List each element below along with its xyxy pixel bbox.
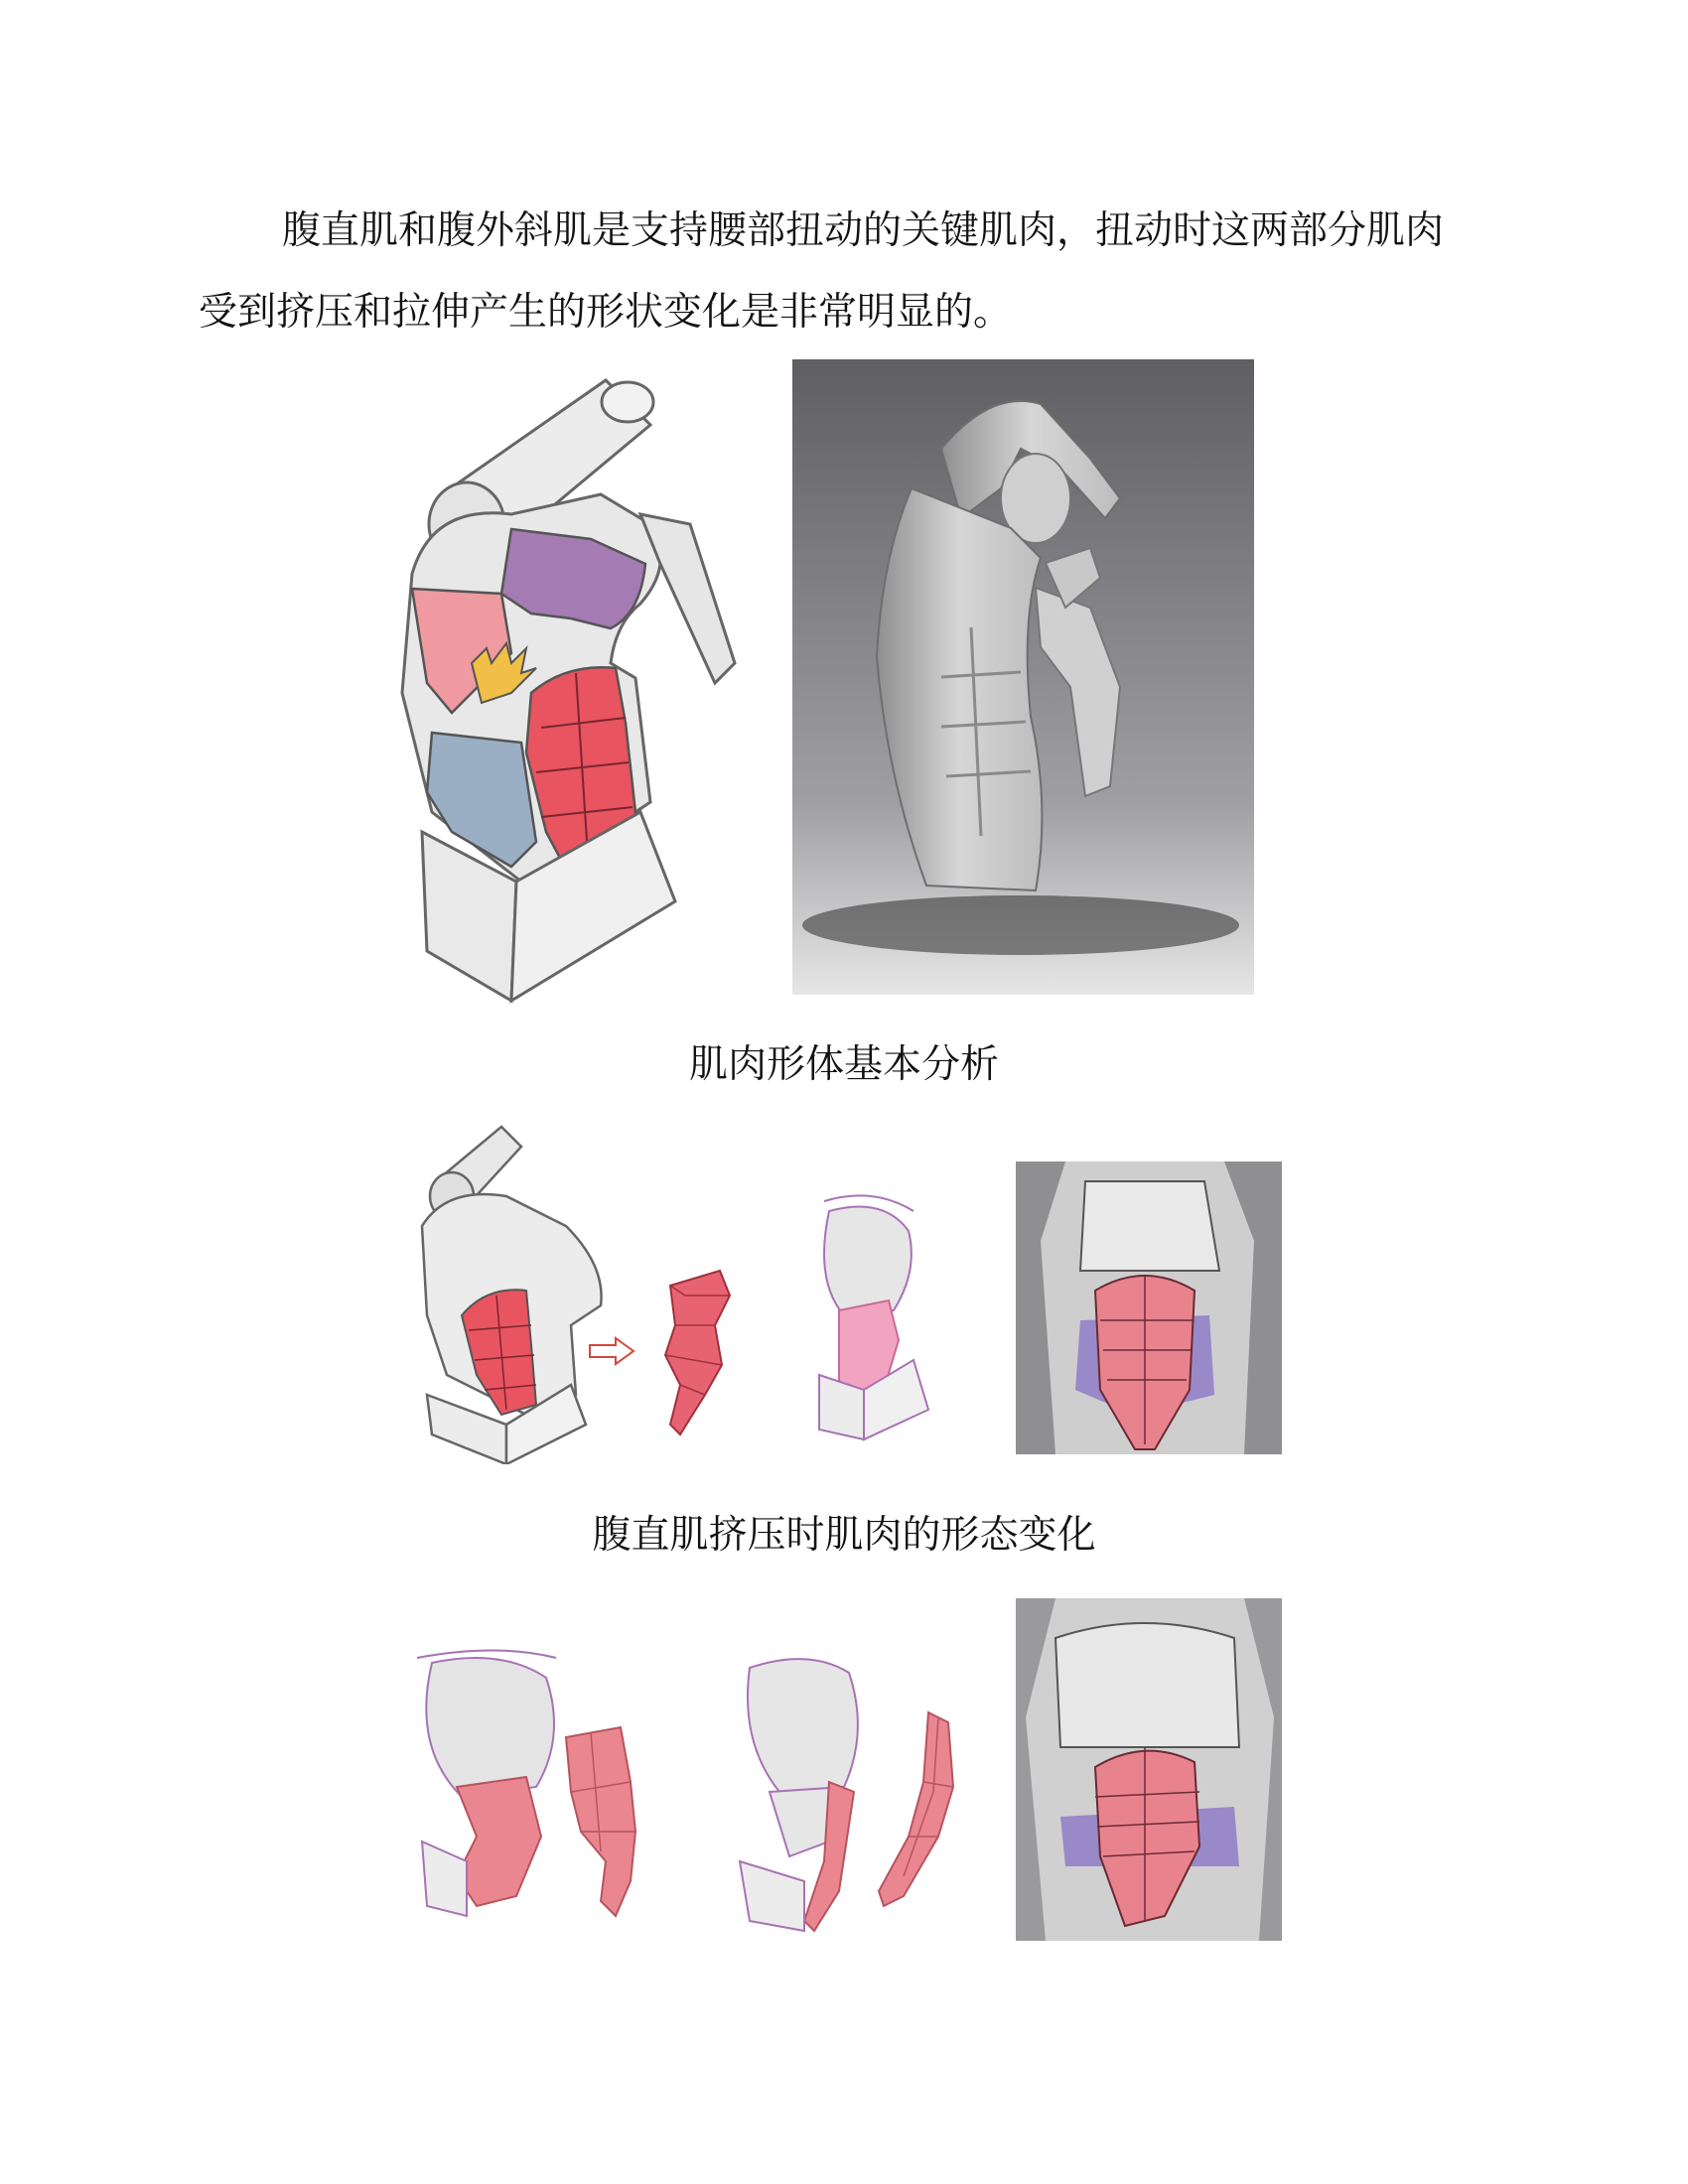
torso-sketch-colored bbox=[392, 365, 760, 1011]
rectus-twist-shape-right bbox=[874, 1707, 963, 1916]
torso-outline-pink bbox=[804, 1191, 943, 1459]
torso-sketch-rectus bbox=[407, 1117, 616, 1464]
arrow-icon bbox=[588, 1336, 637, 1366]
figure-caption-2: 腹直肌挤压时肌肉的形态变化 bbox=[592, 1513, 1096, 1558]
intro-paragraph bbox=[199, 191, 1479, 353]
torso-photo-rectus-overlay bbox=[1016, 1161, 1282, 1454]
torso-render-gray bbox=[792, 359, 1254, 995]
rectus-block-shape bbox=[650, 1266, 740, 1444]
rectus-twist-shape-left bbox=[561, 1722, 655, 1921]
figure-caption-1: 肌肉形体基本分析 bbox=[688, 1042, 999, 1087]
intro-text: 腹直肌和腹外斜肌是支持腰部扭动的关键肌肉，扭动时这两部分肌肉受到挤压和拉伸产生的形状变化是非常明显的。 bbox=[199, 208, 1445, 335]
torso-photo-twist-overlay bbox=[1016, 1598, 1282, 1941]
